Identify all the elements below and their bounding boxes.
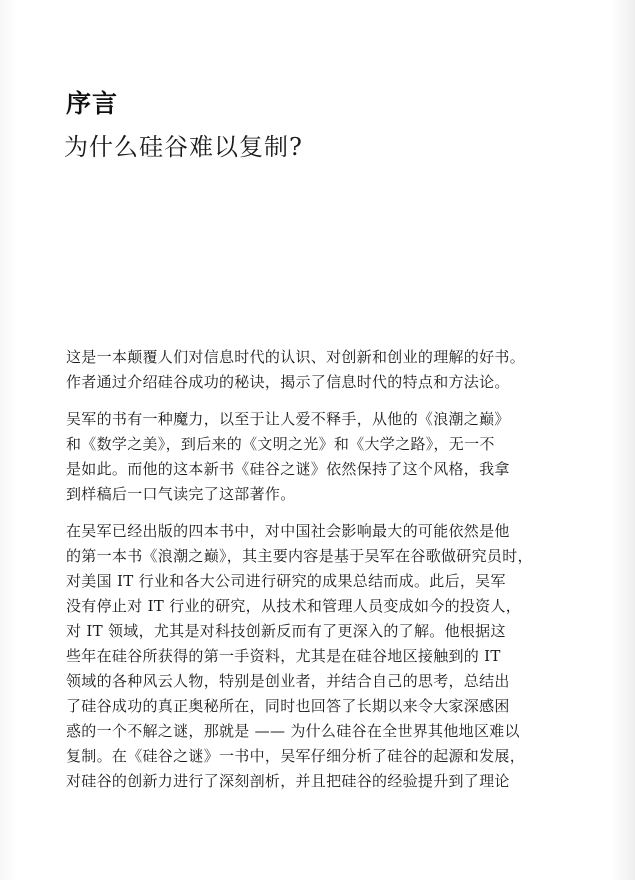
text-line: 这是一本颠覆人们对信息时代的认识、对创新和创业的理解的好书。 [66, 348, 526, 366]
text-line: 惑的一个不解之谜，那就是 —— 为什么硅谷在全世界其他地区难以 [66, 722, 520, 740]
text-line: 到样稿后一口气读完了这部著作。 [66, 485, 296, 503]
text-line: 了硅谷成功的真正奥秘所在，同时也回答了长期以来令大家深感困 [66, 697, 510, 715]
text-line: 的第一本书《浪潮之巅》，其主要内容是基于吴军在谷歌做研究员时， [66, 547, 533, 565]
section-label: 序言 [66, 89, 119, 118]
text-line: 些年在硅谷所获得的第一手资料，尤其是在硅谷地区接触到的 IT [66, 647, 501, 665]
text-line: 领域的各种风云人物，特别是创业者，并结合自己的思考，总结出 [66, 672, 510, 690]
text-line: 作者通过介绍硅谷成功的秘诀，揭示了信息时代的特点和方法论。 [66, 373, 510, 391]
text-line: 是如此。而他的这本新书《硅谷之谜》依然保持了这个风格，我拿 [66, 460, 510, 478]
paragraph [66, 407, 566, 507]
chapter-title: 为什么硅谷难以复制? [64, 133, 303, 161]
text-line: 对 IT 领域，尤其是对科技创新反而有了更深入的了解。他根据这 [66, 622, 506, 640]
text-line: 对硅谷的创新力进行了深刻剖析，并且把硅谷的经验提升到了理论 [66, 772, 510, 790]
paragraph [66, 519, 566, 794]
text-line: 没有停止对 IT 行业的研究，从技术和管理人员变成如今的投资人， [66, 597, 522, 615]
paragraph [66, 345, 566, 395]
text-line: 复制。在《硅谷之谜》一书中，吴军仔细分析了硅谷的起源和发展， [66, 747, 526, 765]
text-line: 和《数学之美》，到后来的《文明之光》和《大学之路》，无一不 [66, 435, 495, 453]
body-text [66, 345, 566, 806]
text-line: 在吴军已经出版的四本书中，对中国社会影响最大的可能依然是他 [66, 522, 510, 540]
text-line: 吴军的书有一种魔力，以至于让人爱不释手，从他的《浪潮之巅》 [66, 410, 510, 428]
text-line: 对美国 IT 行业和各大公司进行研究的成果总结而成。此后，吴军 [66, 572, 506, 590]
